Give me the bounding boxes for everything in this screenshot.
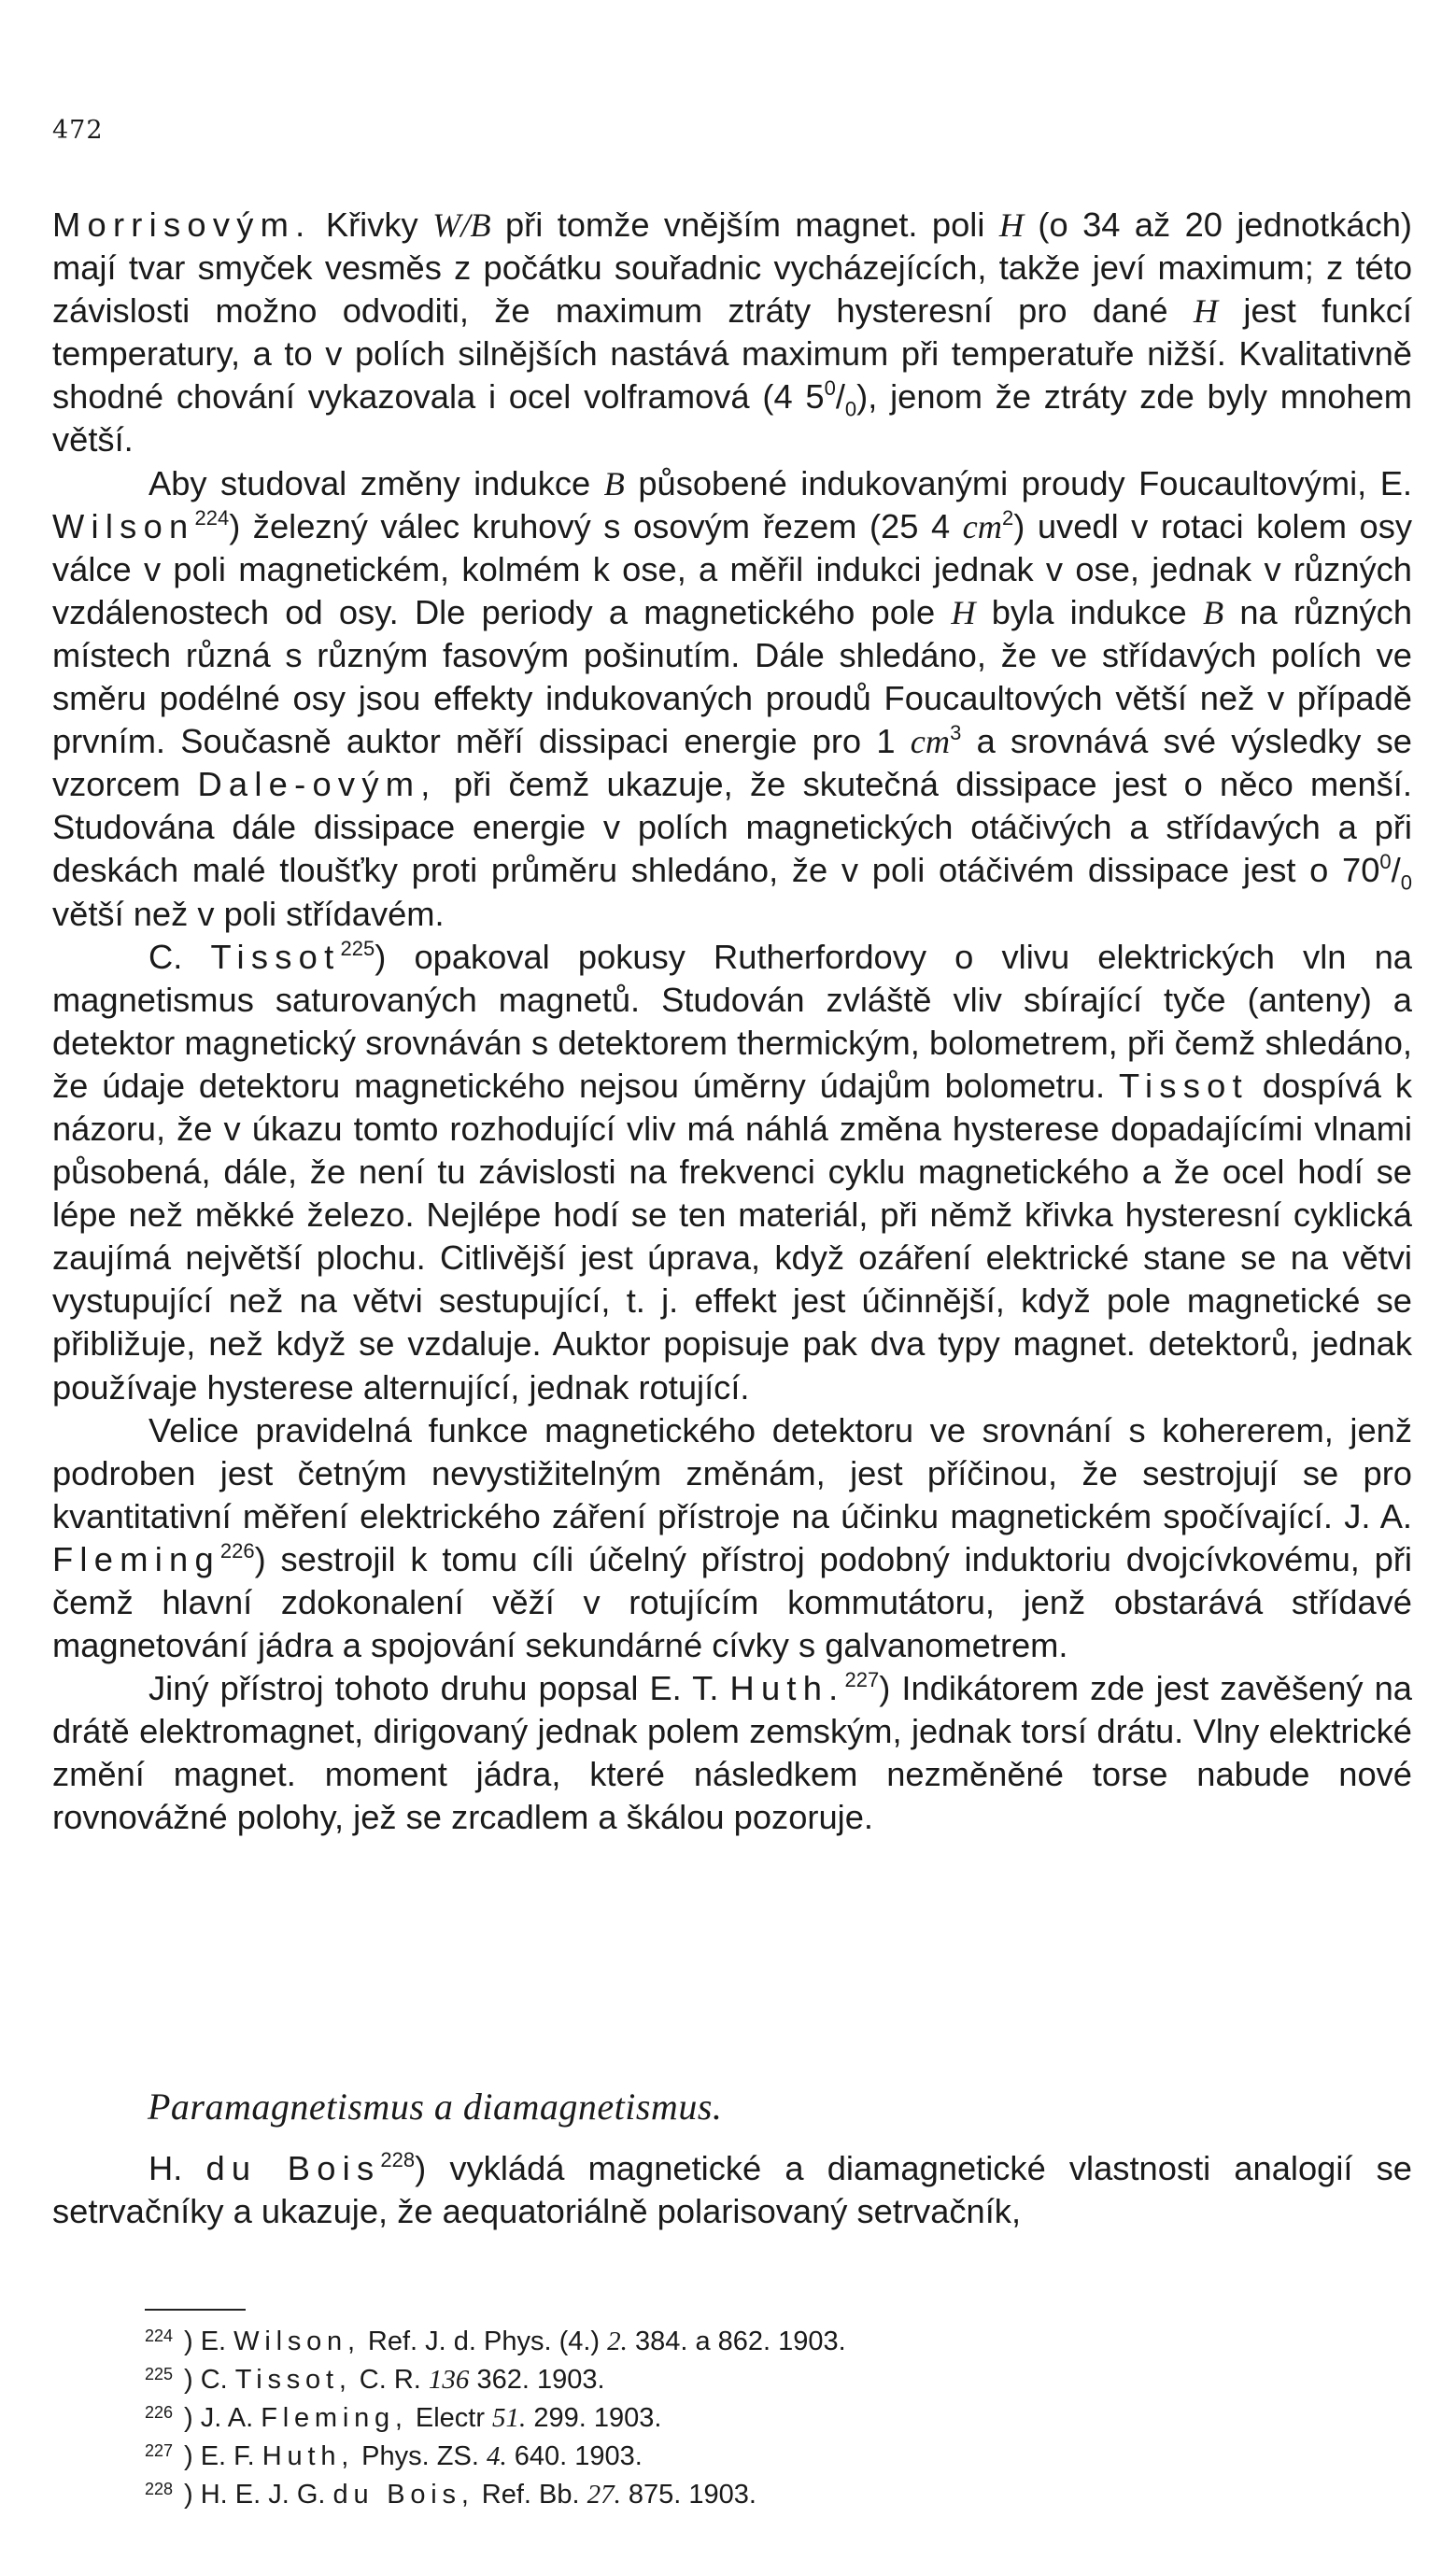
footnote: 225 ) C. Tissot, C. R. 136 362. 1903. [145, 2358, 846, 2397]
footnote: 226 ) J. A. Fleming, Electr 51. 299. 1903. [145, 2397, 846, 2435]
paragraph-continuation: Morrisovým. Křivky W/B při tomže vnějším magnet. poli H (o 34 až 20 jednotkách) mají tvar smyček vesměs z počátku souřadnic vycházejících, takže jeví maximum; z této závislosti možno odvoditi, že maximum ztráty hysteresní pro dané H jest funkcí temperatury, a to v polích silnějších nastává maximum při temperatuře nižší. Kvalitativně shodné chování vykazovala i ocel volframová (4 $5^0/_0$), jenom že ztráty zde byly mnohem větší. [52, 205, 1413, 460]
footnote-number: 224 [145, 2326, 174, 2345]
footnote-number: 225 [145, 2365, 174, 2383]
footnote: 224 ) E. Wilson, Ref. J. d. Phys. (4.) 2. 384. a 862. 1903. [145, 2320, 846, 2358]
footnote-number: 227 [145, 2441, 174, 2460]
section-heading: Paramagnetismus a diamagnetismus. [148, 2086, 723, 2128]
paragraph-huth: Jiný přístroj tohoto druhu popsal E. T. Huth.$^{227}$) Indikátorem zde jest zavěšený na drátě elektromagnet, dirigovaný jednak polem zemským, jednak torsí drátu. Vlny elektrické změní magnet. moment jádra, které následkem nezměněné torse nabude nové rovnovážné polohy, jež se zrcadlem a škálou pozoruje. [52, 1668, 1412, 1837]
footnote: 227 ) E. F. Huth, Phys. ZS. 4. 640. 1903. [145, 2435, 846, 2473]
paragraph-wilson: Aby studoval změny indukce B působené indukovanými proudy Foucaultovými, E. Wilson$^{224}$) železný válec kruhový s osovým řezem (25 4 $cm^2$) uvedl v rotaci kolem osy válce v poli magnetickém, kolmém k ose, a měřil indukci jednak v ose, jednak v různých vzdálenostech od osy. Dle periody a magnetického pole H byla indukce B na různých místech různá s různým fasovým pošinutím. Dále shledáno, že ve střídavých polích ve směru podélné osy jsou effekty indukovaných proudů Foucaultových větší než v případě prvním. Současně auktor měří dissipaci energie pro 1 $cm^3$ a srovnává své výsledky se vzorcem Dale-ovým, při čemž ukazuje, že skutečná dissipace jest o něco menší. Studována dále dissipace energie v polích magnetických otáčivých a střídavých a při deskách malé tloušťky proti průměru shledáno, že v poli otáčivém dissipace jest o $70^0/_0$ větší než v poli střídavém. [52, 463, 1413, 933]
paragraph-fleming: Velice pravidelná funkce magnetického detektoru ve srovnání s kohererem, jenž podroben jest četným nevystižitelným změnám, jest příčinou, že sestrojují se pro kvantitativní měření elektrického záření přístroje na účinku magnetickém spočívající. J. A. Fleming$^{226}$) sestrojil k tomu cíli účelný přístroj podobný induktoriu dvojcívkovému, při čemž hlavní zdokonalení věží v rotujícím kommutátoru, jenž obstarává střídavé magnetování jádra a spojování sekundárné cívky s galvanometrem. [52, 1410, 1412, 1665]
footnote-ref: 228 [380, 2148, 416, 2171]
footnote-number: 228 [145, 2480, 174, 2498]
paragraph-du-bois: H. du Bois$^{228}$) vykládá magnetické a diamagnetické vlastnosti analogií se setrvačníky a ukazuje, že aequatoriálně polarisovaný setrvačník, [52, 2148, 1412, 2231]
footnote: 228 ) H. E. J. G. du Bois, Ref. Bb. 27. 875. 1903. [145, 2473, 846, 2511]
footnote-ref: 225 [340, 936, 375, 960]
page-number: 472 [52, 116, 104, 145]
paragraph-tissot: C. Tissot$^{225}$) opakoval pokusy Rutherfordovy o vlivu elektrických vln na magnetismus saturovaných magnetů. Studován zvláště vliv sbírající tyče (anteny) a detektor magnetický srovnáván s detektorem thermickým, bolometrem, při čemž shledáno, že údaje detektoru magnetického nejsou úměrny údajům bolometru. Tissot dospívá k názoru, že v úkazu tomto rozhodující vliv má náhlá změna hysterese dopadajícími vlnami působená, dále, že není tu závislosti na frekvenci cyklu magnetického a že ocel hodí se lépe než měkké železo. Nejlépe hodí se ten materiál, při němž křivka hysteresní cyklická zaujímá největší plochu. Citlivější jest úprava, když ozáření elektrické stane se na větvi vystupující než na větvi sestupující, t. j. effekt jest účinnější, když pole magnetické se přibližuje, než když se vzdaluje. Auktor popisuje pak dva typy magnet. detektorů, jednak používaje hysterese alternující, jednak rotující. [52, 936, 1412, 1407]
main-text [52, 204, 1412, 1840]
footnote-number: 226 [145, 2403, 174, 2422]
section-text [52, 2147, 1412, 2233]
footnote-ref: 226 [219, 1538, 255, 1563]
footnote-ref: 227 [844, 1668, 880, 1692]
footnote-divider [145, 2309, 246, 2311]
footnotes [145, 2320, 846, 2511]
footnote-ref: 224 [194, 505, 230, 530]
